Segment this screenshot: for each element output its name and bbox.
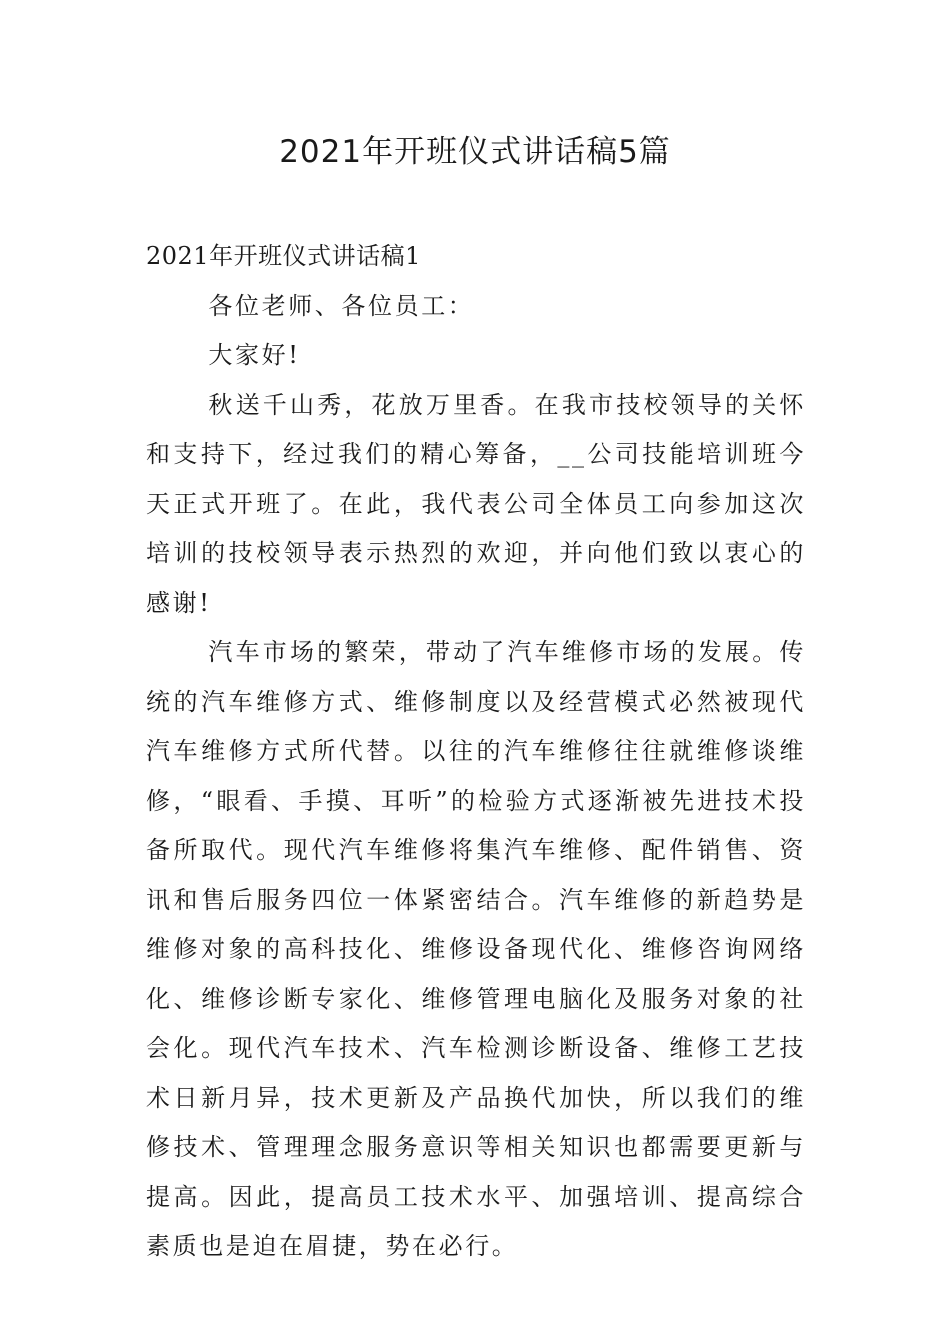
salutation-paragraph: 各位老师、各位员工：	[208, 291, 475, 320]
document-body	[146, 232, 806, 1272]
welcome-paragraph: 秋送千山秀，花放万里香。在我市技校领导的关怀和支持下，经过我们的精心筹备，__公司技能培训班今天正式开班了。在此，我代表公司全体员工向参加这次培训的技校领导表示热烈的欢迎，并向他们致以衷心的感谢!	[146, 390, 806, 617]
document-title: 2021年开班仪式讲话稿5篇	[279, 134, 671, 170]
greeting-paragraph: 大家好!	[208, 341, 301, 369]
industry-paragraph: 汽车市场的繁荣，带动了汽车维修市场的发展。传统的汽车维修方式、维修制度以及经营模式必然被现代汽车维修方式所代替。以往的汽车维修往往就维修谈维修，“眼看、手摸、耳听”的检验方式逐渐被先进技术投备所取代。现代汽车维修将集汽车维修、配件销售、资讯和售后服务四位一体紧密结合。汽车维修的新趋势是维修对象的高科技化、维修设备现代化、维修咨询网络化、维修诊断专家化、维修管理电脑化及服务对象的社会化。现代汽车技术、汽车检测诊断设备、维修工艺技术日新月异，技术更新及产品换代加快，所以我们的维修技术、管理理念服务意识等相关知识也都需要更新与提高。因此，提高员工技术水平、加强培训、提高综合素质也是迫在眉捷，势在必行。	[146, 638, 806, 1260]
section-heading: 2021年开班仪式讲话稿1	[146, 242, 421, 270]
